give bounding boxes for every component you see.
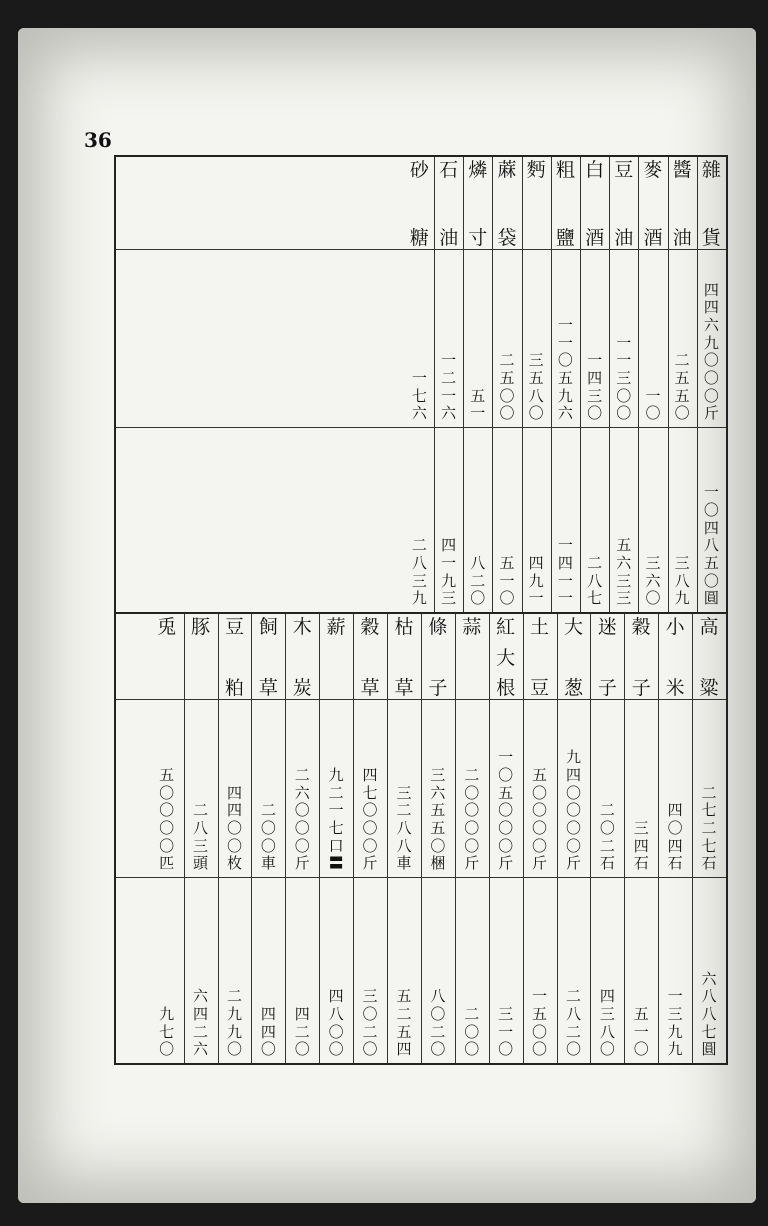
row-name: 豚 (191, 616, 211, 638)
row-name: 粗 鹽 (555, 159, 575, 249)
column-divider (387, 614, 388, 1063)
row-quantity: 五 〇 〇 〇 〇 匹 (159, 765, 175, 873)
row-amount: 五 一 〇 (633, 1004, 649, 1059)
row-amount: 四 三 八 〇 (599, 987, 615, 1059)
row-name: 雜 貨 (701, 159, 721, 249)
row-amount: 九 七 〇 (159, 1004, 175, 1059)
row-name: 豆 油 (614, 159, 634, 249)
row-name: 大 葱 (563, 616, 583, 699)
row-amount: 三 八 九 (674, 553, 690, 608)
section-divider (116, 612, 726, 614)
row-divider (116, 699, 726, 700)
column-divider (580, 157, 581, 612)
row-amount: 二 八 三 九 (411, 536, 427, 608)
row-amount: 一 三 九 九 (667, 987, 683, 1059)
row-amount: 四 二 〇 (294, 1004, 310, 1059)
row-name: 醬 油 (672, 159, 692, 249)
row-amount: 三 一 〇 (498, 1004, 514, 1059)
column-divider (638, 157, 639, 612)
column-divider (557, 614, 558, 1063)
row-amount: 二 八 二 〇 (565, 987, 581, 1059)
column-divider (285, 614, 286, 1063)
column-divider (421, 614, 422, 1063)
row-name: 燐 寸 (468, 159, 488, 249)
column-divider (668, 157, 669, 612)
row-quantity: 二 五 五 〇 (674, 351, 690, 423)
row-quantity: 一 〇 (645, 386, 661, 423)
row-quantity: 四 四 〇 〇 枚 (226, 783, 242, 873)
row-amount: 六 八 八 七 圓 (701, 969, 717, 1059)
row-quantity: 二 八 三 頭 (193, 801, 209, 873)
row-amount: 一 四 一 一 (557, 536, 573, 608)
row-amount: 三 〇 二 〇 (362, 987, 378, 1059)
row-quantity: 九 四 〇 〇 〇 〇 斤 (565, 748, 581, 873)
row-quantity: 五 一 (470, 386, 486, 423)
row-amount: 六 四 二 六 (193, 987, 209, 1059)
row-quantity: 二 七 二 七 石 (701, 783, 717, 873)
column-divider (319, 614, 320, 1063)
row-quantity: 二 〇 二 石 (599, 801, 615, 873)
row-name: 枯 草 (394, 616, 414, 699)
row-quantity: 一 〇 五 〇 〇 〇 斤 (498, 748, 514, 873)
row-name: 小 米 (665, 616, 685, 699)
row-amount: 一 五 〇 〇 (532, 987, 548, 1059)
page-number: 36 (84, 128, 112, 152)
row-name: 木 炭 (292, 616, 312, 699)
row-name: 穀 子 (631, 616, 651, 699)
row-name: 穀 草 (360, 616, 380, 699)
column-divider (218, 614, 219, 1063)
row-quantity: 三 五 八 〇 (528, 351, 544, 423)
row-amount: 四 四 〇 (260, 1004, 276, 1059)
row-amount: 五 二 五 四 (396, 987, 412, 1059)
row-quantity: 三 六 五 五 〇 梱 (430, 765, 446, 873)
column-divider (455, 614, 456, 1063)
row-quantity: 一 二 一 六 (441, 351, 457, 423)
row-quantity: 一 四 三 〇 (587, 351, 603, 423)
row-name: 紅 大 根 (496, 616, 516, 699)
column-divider (522, 157, 523, 612)
row-quantity: 五 〇 〇 〇 〇 斤 (532, 765, 548, 873)
column-divider (434, 157, 435, 612)
row-name: 兎 (157, 616, 177, 638)
row-quantity: 二 〇 〇 車 (260, 801, 276, 873)
row-amount: 二 八 七 (587, 553, 603, 608)
row-amount: 四 八 〇 〇 (328, 987, 344, 1059)
row-amount: 五 六 三 三 (616, 536, 632, 608)
row-name: 石 油 (439, 159, 459, 249)
row-name: 蔴 袋 (497, 159, 517, 249)
row-name: 麪 (526, 159, 546, 181)
row-quantity: 九 二 一 七 口 〓 (328, 765, 344, 873)
row-amount: 八 二 〇 (470, 553, 486, 608)
column-divider (523, 614, 524, 1063)
row-name: 白 酒 (585, 159, 605, 249)
row-quantity: 一 一 三 〇 〇 (616, 333, 632, 423)
row-quantity: 一 一 〇 五 九 六 (557, 315, 573, 423)
column-divider (463, 157, 464, 612)
column-divider (697, 157, 698, 612)
column-divider (590, 614, 591, 1063)
row-quantity: 一 七 六 (411, 368, 427, 423)
row-name: 高 粱 (699, 616, 719, 699)
row-name: 豆 粕 (224, 616, 244, 699)
row-amount: 八 〇 二 〇 (430, 987, 446, 1059)
row-name: 蒜 (462, 616, 482, 638)
column-divider (489, 614, 490, 1063)
row-quantity: 二 六 〇 〇 〇 斤 (294, 765, 310, 873)
row-name: 條 子 (428, 616, 448, 699)
vertical-ledger-table (114, 155, 728, 1065)
row-divider (116, 427, 726, 428)
row-amount: 二 〇 〇 (464, 1004, 480, 1059)
row-divider (116, 877, 726, 878)
row-amount: 一 〇 四 八 五 〇 圓 (703, 483, 719, 608)
row-amount: 三 六 〇 (645, 553, 661, 608)
column-divider (609, 157, 610, 612)
column-divider (251, 614, 252, 1063)
row-name: 麥 酒 (643, 159, 663, 249)
row-name: 砂 糖 (409, 159, 429, 249)
row-quantity: 四 〇 四 石 (667, 801, 683, 873)
column-divider (492, 157, 493, 612)
column-divider (692, 614, 693, 1063)
row-quantity: 二 五 〇 〇 (499, 351, 515, 423)
row-name: 迷 子 (597, 616, 617, 699)
column-divider (184, 614, 185, 1063)
column-divider (658, 614, 659, 1063)
row-amount: 五 一 〇 (499, 553, 515, 608)
row-name: 土 豆 (530, 616, 550, 699)
row-amount: 四 九 一 (528, 553, 544, 608)
column-divider (353, 614, 354, 1063)
row-quantity: 四 七 〇 〇 〇 斤 (362, 765, 378, 873)
column-divider (551, 157, 552, 612)
row-divider (116, 249, 726, 250)
row-amount: 四 一 九 三 (441, 536, 457, 608)
row-quantity: 四 四 六 九 〇 〇 〇 斤 (703, 280, 719, 423)
row-quantity: 二 〇 〇 〇 〇 斤 (464, 765, 480, 873)
column-divider (624, 614, 625, 1063)
row-quantity: 三 二 八 八 車 (396, 783, 412, 873)
row-amount: 二 九 九 〇 (226, 987, 242, 1059)
row-quantity: 三 四 石 (633, 818, 649, 873)
row-name: 薪 (326, 616, 346, 638)
row-name: 飼 草 (258, 616, 278, 699)
